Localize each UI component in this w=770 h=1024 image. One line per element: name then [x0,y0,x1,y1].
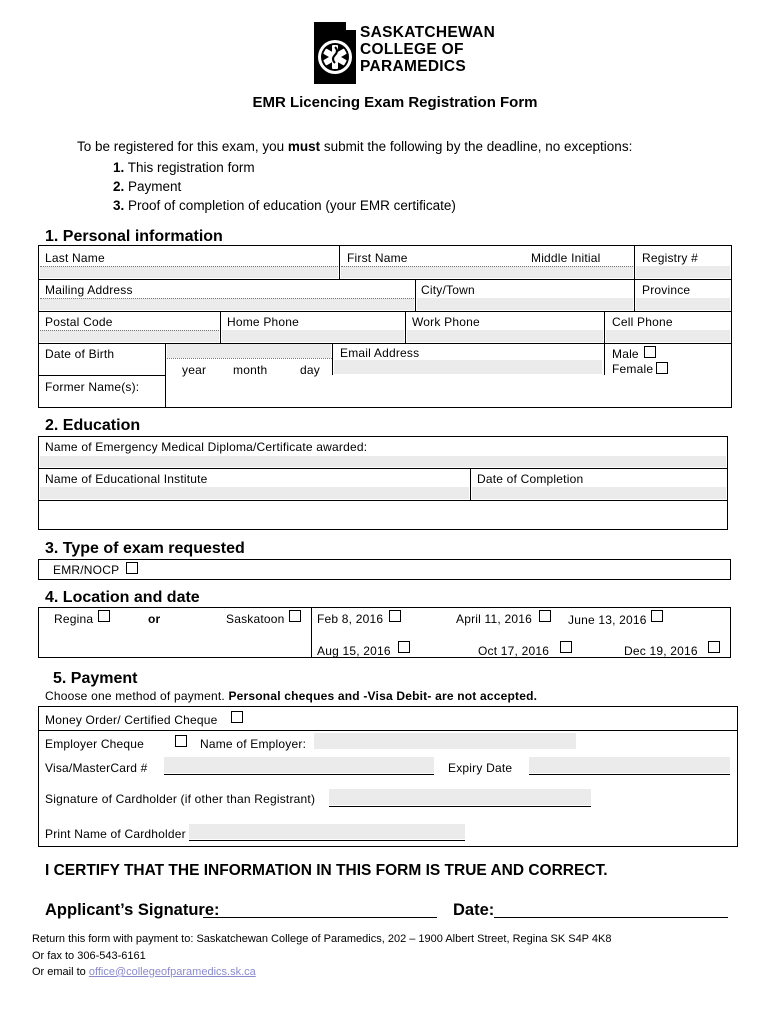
intro-text: To be registered for this exam, you must submit the following by the deadline, no exceptions: [77,139,633,154]
intro-list [113,158,456,215]
form-title: EMR Licencing Exam Registration Form [252,94,538,111]
section-education-heading: 2. Education [45,417,141,434]
cell-phone-label: Cell Phone [612,315,673,329]
date-option-label: Aug 15, 2016 [317,644,391,658]
applicant-signature-line[interactable] [203,917,437,918]
employer-cheque-checkbox[interactable] [175,735,187,747]
date-option-label: Dec 19, 2016 [624,644,698,658]
card-label: Visa/MasterCard # [45,761,148,775]
list-item: 3. Proof of completion of education (your EMR certificate) [113,198,456,213]
date-option-checkbox[interactable] [560,641,572,653]
postal-code-label: Postal Code [45,315,113,329]
registry-label: Registry # [642,251,699,265]
date-option-checkbox[interactable] [651,610,663,622]
money-order-label: Money Order/ Certified Cheque [45,713,218,727]
regina-checkbox[interactable] [98,610,110,622]
signature-label: Signature of Cardholder (if other than Registrant) [45,792,316,806]
date-option-checkbox[interactable] [539,610,551,622]
section-location-heading: 4. Location and date [45,589,200,606]
date-line[interactable] [494,917,728,918]
city-label: City/Town [421,283,475,297]
print-name-field[interactable] [189,824,465,839]
date-option-checkbox[interactable] [708,641,720,653]
saskatoon-checkbox[interactable] [289,610,301,622]
regina-label: Regina [54,612,94,626]
expiry-field[interactable] [529,757,730,773]
logo-line-1: SASKATCHEWAN [360,24,496,41]
month-label: month [233,363,268,377]
print-name-label: Print Name of Cardholder [45,827,186,841]
date-label: Date: [453,901,495,919]
date-option-label: Feb 8, 2016 [317,612,384,626]
or-label: or [148,612,161,626]
dob-label: Date of Birth [45,347,115,361]
employer-name-label: Name of Employer: [200,737,307,751]
card-number-field[interactable] [164,757,434,773]
money-order-checkbox[interactable] [231,711,243,723]
female-checkbox[interactable] [656,362,668,374]
list-item: 2. Payment [113,179,182,194]
former-names-label: Former Name(s): [45,380,140,394]
male-checkbox[interactable] [644,346,656,358]
saskatoon-label: Saskatoon [226,612,285,626]
logo [306,20,496,86]
section-exam-heading: 3. Type of exam requested [45,540,245,557]
footer [32,931,611,981]
section-payment-heading: 5. Payment [53,670,138,687]
logo-line-2: COLLEGE OF [360,41,464,58]
exam-box [38,559,731,580]
expiry-label: Expiry Date [448,761,513,775]
date-option-label: April 11, 2016 [456,612,532,626]
diploma-label: Name of Emergency Medical Diploma/Certificate awarded: [45,440,368,454]
completion-label: Date of Completion [477,472,584,486]
certify-statement: I CERTIFY THAT THE INFORMATION IN THIS FORM IS TRUE AND CORRECT. [45,862,608,879]
day-label: day [300,363,320,377]
female-label: Female [612,362,654,376]
footer-fax: Or fax to 306-543-6161 [32,949,146,962]
list-item: 1. This registration form [113,160,255,175]
logo-line-3: PARAMEDICS [360,58,467,75]
date-option-checkbox[interactable] [389,610,401,622]
cardholder-signature-field[interactable] [329,789,591,805]
intro-must: must [287,139,321,154]
applicant-signature-label: Applicant’s Signature: [45,901,220,919]
work-phone-label: Work Phone [412,315,480,329]
payment-note: Choose one method of payment. Personal cheques and -Visa Debit- are not accepted. [45,689,538,703]
middle-initial-label: Middle Initial [531,251,601,265]
emr-checkbox[interactable] [126,562,138,574]
first-name-label: First Name [347,251,408,265]
date-option-label: June 13, 2016 [568,613,647,627]
year-label: year [182,363,207,377]
last-name-label: Last Name [45,251,105,265]
male-label: Male [612,347,639,361]
institute-label: Name of Educational Institute [45,472,208,486]
footer-address: Return this form with payment to: Saskatchewan College of Paramedics, 202 – 1900 Albert Street, Regina SK S4P 4K8 [32,933,612,945]
province-label: Province [642,283,691,297]
paramedic-star-icon [306,20,362,86]
date-option-checkbox[interactable] [398,641,410,653]
employer-cheque-label: Employer Cheque [45,737,145,751]
mailing-address-label: Mailing Address [45,283,133,297]
home-phone-label: Home Phone [227,315,300,329]
section-personal-heading: 1. Personal information [45,228,223,245]
employer-name-field[interactable] [314,733,576,749]
emr-label: EMR/NOCP [53,563,120,577]
email-label: Email Address [340,346,420,360]
date-option-label: Oct 17, 2016 [478,644,550,658]
footer-email-line: Or email to office@collegeofparamedics.sk.ca [32,966,256,978]
email-link[interactable]: office@collegeofparamedics.sk.ca [88,966,256,978]
